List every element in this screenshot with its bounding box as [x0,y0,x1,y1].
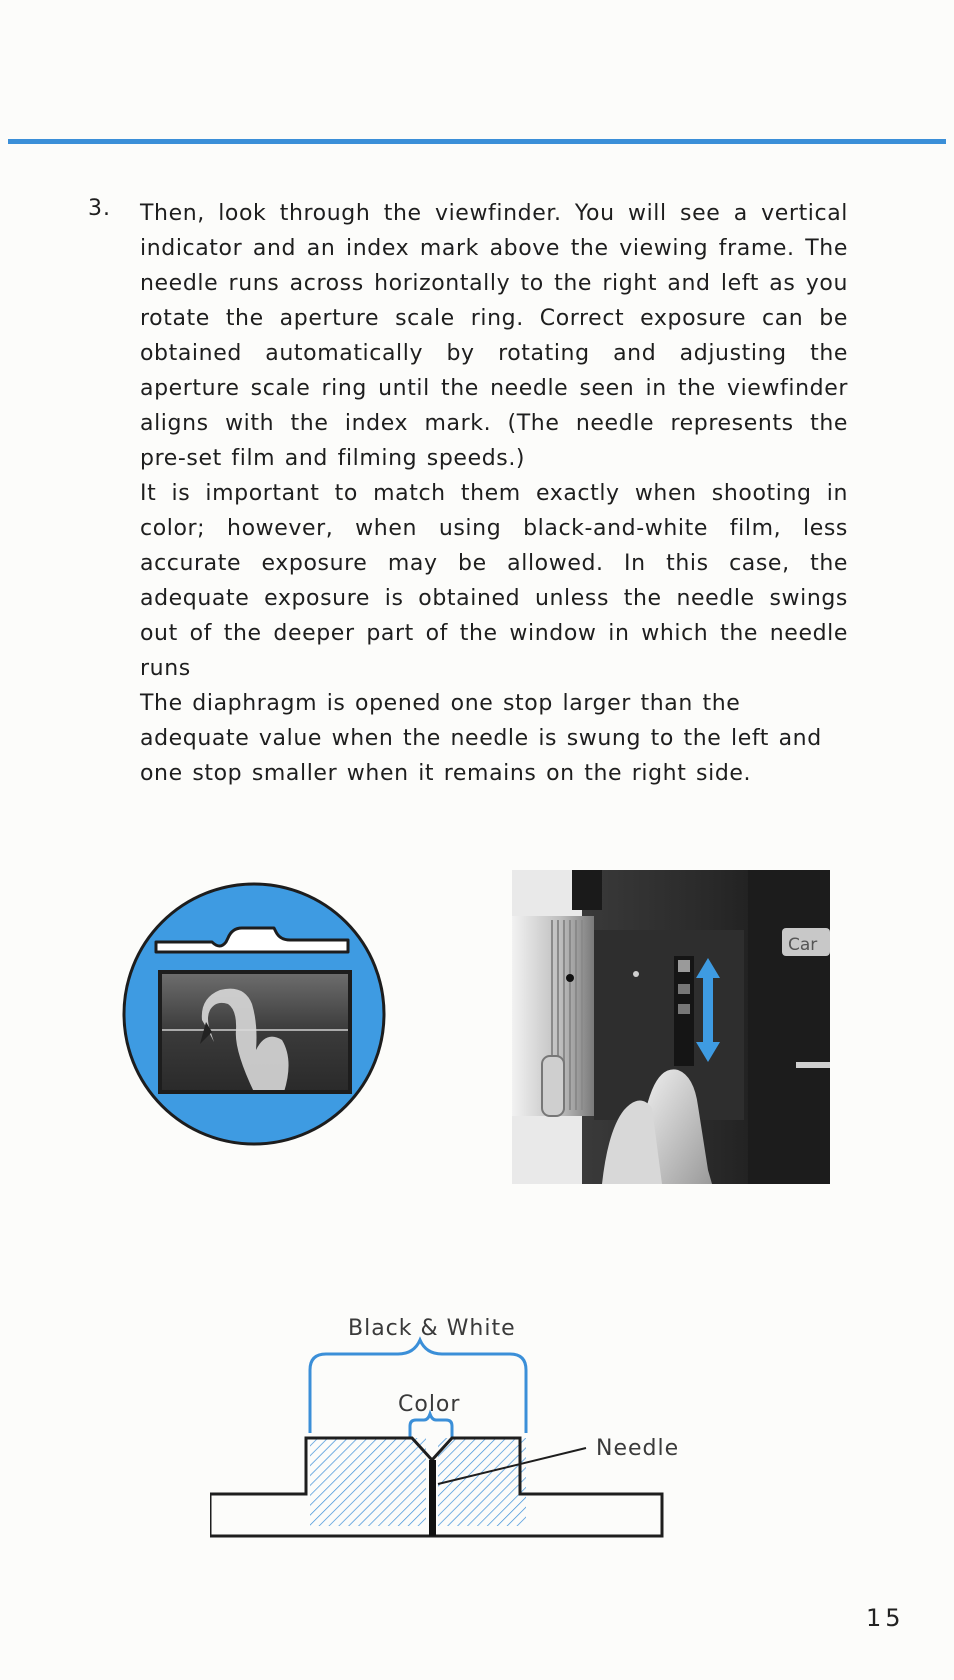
color-bracket [410,1414,452,1438]
step-paragraph-1: Then, look through the viewfinder. You will see a vertical indicator and an index mark above the viewing frame. The needle runs across horizontally to the right and left as you rotate the aperture scale ring. Correct exposure can be obtained automatically by rotating and adjusting the aperture scale ring until the needle seen in the viewfinder aligns with the index mark. (The needle represents the pre-set film and filming speeds.) [140,201,848,471]
step-number: 3. [88,196,111,221]
step-paragraph-2: It is important to match them exactly when shooting in color; however, when using black-and-white film, less accurate exposure may be allowed. In this case, the adequate exposure is obtained unless the needle swings out of the deeper part of the window in which the needle runs [140,481,848,681]
needle-mark [429,1460,436,1536]
camera-photo [512,870,830,1184]
top-rule [8,139,946,144]
instruction-step [88,196,848,791]
viewfinder-illustration [116,880,392,1148]
step-paragraph-3: The diaphragm is opened one stop larger than the adequate value when the needle is swung to the left and one stop smaller when it remains on the right side. [140,691,822,786]
needle-window-diagram [210,1288,770,1558]
page-number: 15 [866,1604,905,1632]
black-white-label: Black & White [348,1316,516,1341]
camera-brand-text: Car [788,935,818,955]
needle-label: Needle [596,1436,680,1461]
color-label: Color [398,1392,461,1417]
